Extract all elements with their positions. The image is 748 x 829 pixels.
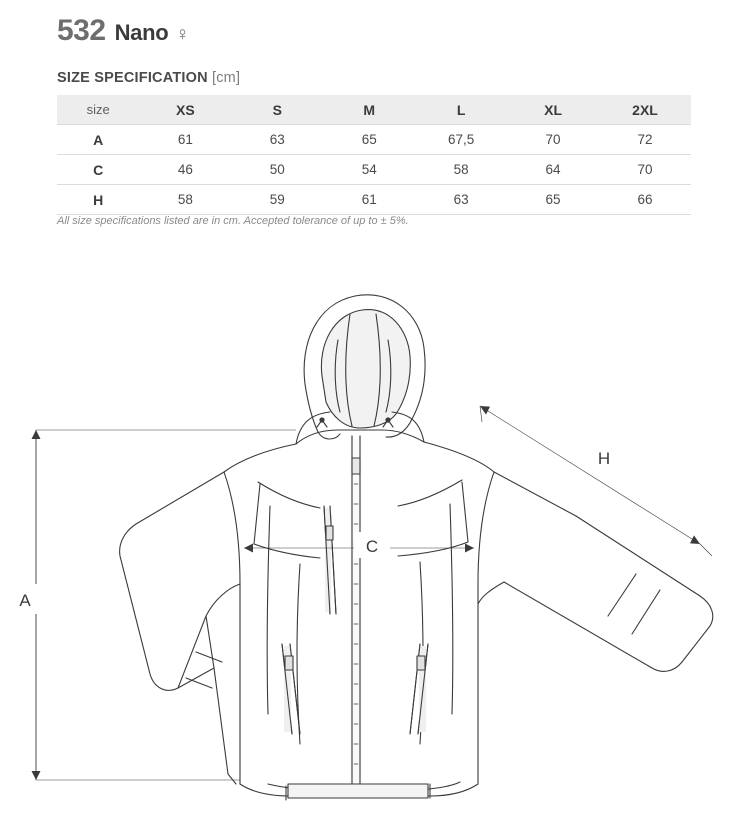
table-col-s: S	[231, 95, 323, 125]
product-technical-drawing	[0, 244, 748, 824]
cell-a-l: 67,5	[447, 132, 475, 147]
product-title	[57, 14, 190, 48]
table-col-2xl: 2XL	[599, 95, 691, 125]
left-shoulder-panel-seam	[254, 484, 260, 544]
right-chest-seam	[398, 542, 468, 556]
collar-right-edge	[392, 412, 424, 442]
left-cuff-seam-2	[186, 678, 212, 688]
cell-c-l: 58	[453, 162, 469, 177]
table-corner-label: size	[57, 95, 139, 125]
chest-pocket-tape	[325, 508, 331, 612]
dimension-a-label-bg	[10, 584, 54, 614]
table-col-l: L	[415, 95, 507, 125]
dimension-a-arrow-bottom	[32, 771, 41, 780]
cell-c-xs: 46	[177, 162, 193, 177]
tolerance-note: All size specifications listed are in cm. Accepted tolerance of up to ± 5%.	[57, 215, 409, 227]
table-header-row	[57, 95, 691, 125]
cell-h-s: 59	[269, 192, 285, 207]
right-shoulder-panel-seam	[462, 482, 468, 542]
right-sleeve-cuff-seam	[608, 574, 636, 616]
size-table-wrapper	[57, 95, 691, 215]
right-princess-seam	[450, 504, 453, 714]
right-shoulder	[424, 442, 576, 516]
cell-h-2xl: 66	[637, 192, 653, 207]
body-left-side	[224, 472, 240, 784]
left-sleeve-cuff-line	[214, 668, 236, 784]
size-table-head	[57, 95, 691, 125]
cell-a-s: 63	[269, 132, 285, 147]
table-col-xl: XL	[507, 95, 599, 125]
zipper-pull-top	[352, 458, 360, 474]
size-specification-unit: [cm]	[212, 70, 241, 86]
table-col-m: M	[323, 95, 415, 125]
cell-c-s: 50	[269, 162, 285, 177]
table-row	[57, 185, 691, 215]
cell-c-m: 54	[361, 162, 377, 177]
left-pocket-pull	[285, 656, 293, 670]
right-sleeve-outline	[504, 516, 713, 671]
dimension-h-extension-end	[700, 544, 712, 556]
right-pocket-pull	[417, 656, 425, 670]
left-cuff-seam	[196, 652, 222, 662]
table-row	[57, 155, 691, 185]
collar-left-edge	[296, 412, 330, 444]
left-yoke-seam	[258, 482, 320, 508]
product-name: Nano	[114, 20, 169, 45]
cell-a-2xl: 72	[637, 132, 653, 147]
size-table-body	[57, 125, 691, 215]
left-sleeve-inner	[206, 616, 214, 668]
dimension-c-arrow-left	[244, 544, 253, 553]
right-underarm	[478, 582, 504, 604]
row-label-a: A	[93, 131, 104, 148]
dimension-c-label: C	[365, 537, 379, 556]
right-sleeve-cuff-seam-2	[632, 590, 660, 634]
product-code: 532	[57, 14, 106, 47]
dimension-c-arrow-right	[465, 544, 474, 553]
cell-c-2xl: 70	[637, 162, 653, 177]
size-table	[57, 95, 691, 215]
dimension-a-label: A	[19, 591, 31, 610]
dimension-h-arrow-start	[480, 406, 490, 415]
size-specification-label: SIZE SPECIFICATION	[57, 70, 208, 86]
dimension-h-label: H	[597, 449, 611, 468]
dimension-a-arrow-top	[32, 430, 41, 439]
chest-zipper-pull	[326, 526, 333, 540]
body-right-side	[478, 472, 494, 784]
female-symbol-icon: ♀	[175, 24, 190, 45]
dimension-h-line	[480, 406, 700, 544]
cell-a-m: 65	[361, 132, 377, 147]
jacket-line-drawing-svg	[0, 244, 748, 824]
row-label-h: H	[93, 191, 104, 208]
cell-h-l: 63	[453, 192, 469, 207]
cell-h-xs: 58	[177, 192, 193, 207]
size-specification-heading	[57, 70, 240, 86]
cell-a-xs: 61	[177, 132, 193, 147]
left-princess-seam	[267, 506, 270, 714]
cell-h-m: 61	[361, 192, 377, 207]
table-col-xs: XS	[139, 95, 231, 125]
cell-c-xl: 64	[545, 162, 561, 177]
hem-band	[288, 784, 428, 798]
cell-h-xl: 65	[545, 192, 561, 207]
table-row	[57, 125, 691, 155]
dimension-h-arrow-end	[690, 535, 700, 544]
left-sleeve-outline	[120, 444, 296, 690]
right-yoke-seam	[398, 480, 462, 506]
row-label-c: C	[93, 161, 104, 178]
cell-a-xl: 70	[545, 132, 561, 147]
left-chest-seam	[254, 544, 320, 558]
